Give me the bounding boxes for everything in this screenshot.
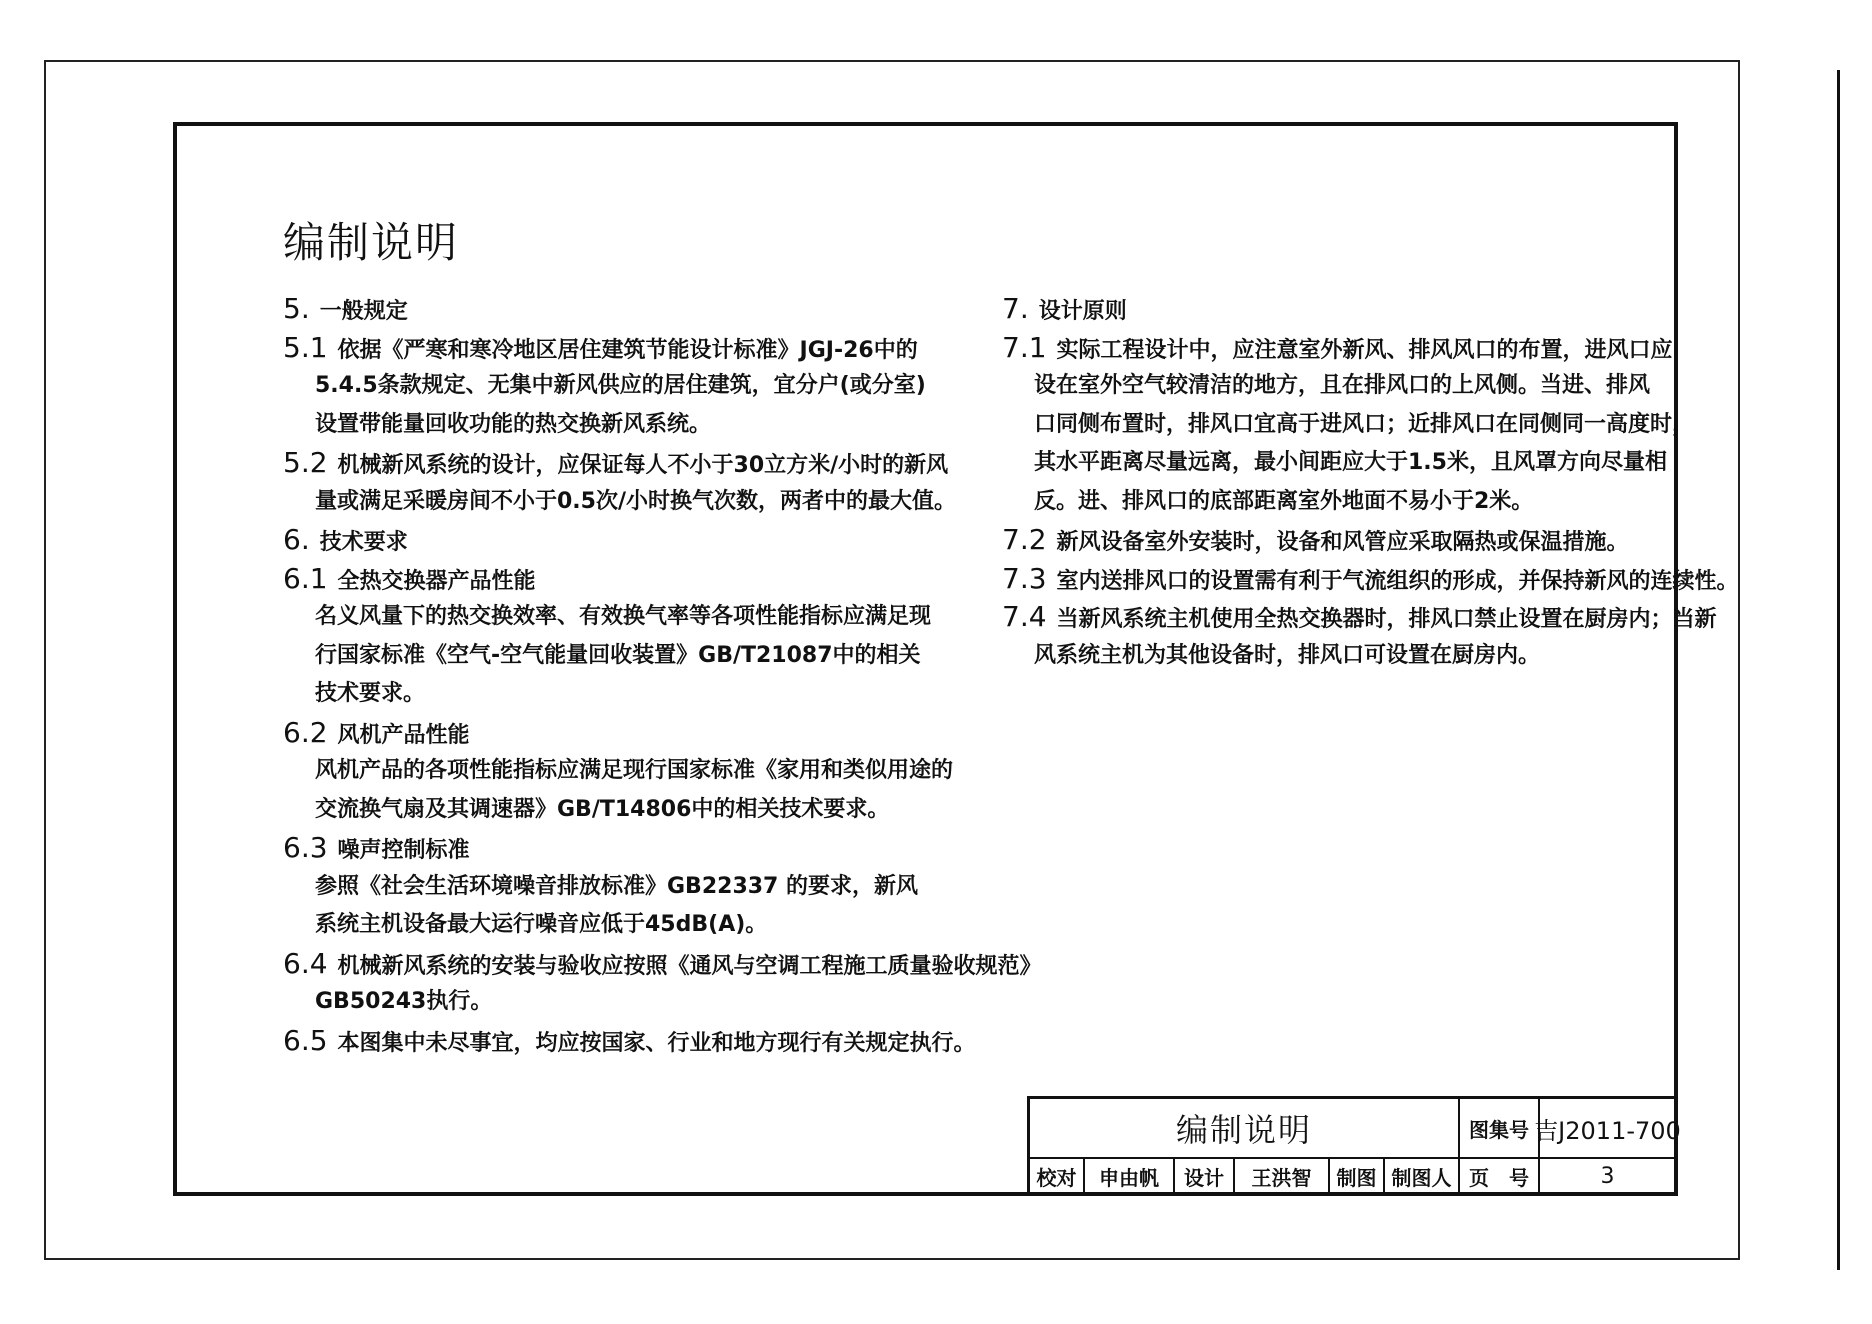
clause-text: 口同侧布置时，排风口宜高于进风口；近排风口在同侧同一高度时， <box>1034 411 1695 437</box>
text-line <box>283 868 983 907</box>
clause-number: 7.1 <box>1002 330 1047 364</box>
text-line <box>1002 444 1667 483</box>
check-name: 申由帆 <box>1085 1157 1175 1195</box>
text-line <box>1002 290 1642 329</box>
atlas-label: 图集号 <box>1460 1099 1540 1157</box>
text-line <box>283 483 983 522</box>
text-line <box>1002 406 1695 445</box>
clause-text: 设在室外空气较清洁的地方，且在排风口的上风侧。当进、排风 <box>1034 373 1651 398</box>
page-number: 3 <box>1600 1163 1615 1189</box>
clause-text: 交流换气扇及其调速器》GB/T14806中的相关技术要求。 <box>315 796 890 822</box>
draw-label: 制图 <box>1330 1157 1385 1195</box>
text-line <box>283 714 983 753</box>
clause-text: 风机产品性能 <box>337 722 470 748</box>
text-line <box>1002 483 1642 522</box>
clause-number: 7.2 <box>1002 523 1047 556</box>
clause-number: 5. <box>283 292 310 325</box>
clause-text: 设计原则 <box>1038 299 1127 324</box>
clause-number: 6.1 <box>283 561 328 595</box>
clause-number: 6.3 <box>283 831 328 864</box>
clause-number: 7.4 <box>1002 600 1047 633</box>
clause-text: 风机产品的各项性能指标应满足现行国家标准《家用和类似用途的 <box>315 758 954 783</box>
clause-text: 噪声控制标准 <box>337 838 470 863</box>
clause-text: 一般规定 <box>319 299 408 324</box>
text-line <box>1002 560 1739 599</box>
clause-number: 6. <box>283 523 310 556</box>
clause-text: 新风设备室外安装时，设备和风管应采取隔热或保温措施。 <box>1056 530 1629 555</box>
text-line <box>283 983 983 1022</box>
text-line <box>1002 598 1717 637</box>
clause-text: 量或满足采暖房间不小于0.5次/小时换气次数，两者中的最大值。 <box>315 488 957 514</box>
text-line <box>1002 521 1642 560</box>
draw-name: 制图人 <box>1385 1157 1460 1195</box>
text-line <box>283 752 983 791</box>
right-column <box>1002 290 1739 675</box>
text-line <box>283 329 983 368</box>
text-line <box>283 598 983 637</box>
clause-text: 名义风量下的热交换效率、有效换气率等各项性能指标应满足现 <box>315 604 932 629</box>
text-line <box>283 290 983 329</box>
design-label: 设计 <box>1175 1157 1235 1195</box>
clause-number: 6.4 <box>283 946 328 980</box>
clause-text: 技术要求 <box>319 530 408 555</box>
page-label: 页 号 <box>1460 1157 1540 1195</box>
clause-text: 其水平距离尽量远离，最小间距应大于1.5米，且风罩方向尽量相 <box>1034 450 1667 475</box>
text-line <box>1002 329 1673 368</box>
clause-text: 设置带能量回收功能的热交换新风系统。 <box>315 411 712 437</box>
text-line <box>283 945 1042 984</box>
check-label: 校对 <box>1030 1157 1085 1195</box>
title-block-top-row <box>1030 1099 1681 1159</box>
atlas-number: 吉J2011-700 <box>1534 1116 1681 1145</box>
clause-number: 7.3 <box>1002 561 1047 595</box>
title-block-bottom-row <box>1030 1157 1675 1195</box>
text-line <box>283 444 983 483</box>
text-line <box>283 637 983 676</box>
clause-text: 行国家标准《空气-空气能量回收装置》GB/T21087中的相关 <box>315 642 921 668</box>
clause-text: 实际工程设计中，应注意室外新风、排风风口的布置，进风口应 <box>1056 337 1673 363</box>
text-line <box>283 675 983 714</box>
clause-text: 本图集中未尽事宜，均应按国家、行业和地方现行有关规定执行。 <box>337 1030 976 1056</box>
clause-text: 机械新风系统的设计，应保证每人不小于30立方米/小时的新风 <box>337 453 949 478</box>
text-line <box>283 367 983 406</box>
clause-number: 6.2 <box>283 715 328 749</box>
clause-text: 机械新风系统的安装与验收应按照《通风与空调工程施工质量验收规范》 <box>337 953 1042 979</box>
text-line <box>1002 367 1651 406</box>
text-line <box>283 521 983 560</box>
design-name: 王洪智 <box>1235 1157 1330 1195</box>
clause-number: 5.1 <box>283 330 328 364</box>
text-line <box>283 829 983 868</box>
document-title: 编制说明 <box>283 218 460 267</box>
text-line <box>1002 637 1642 676</box>
clause-text: 5.4.5条款规定、无集中新风供应的居住建筑，宜分户(或分室) <box>315 373 926 398</box>
clause-text: 室内送排风口的设置需有利于气流组织的形成，并保持新风的连续性。 <box>1056 568 1739 594</box>
text-line <box>283 791 983 830</box>
clause-text: 风系统主机为其他设备时，排风口可设置在厨房内。 <box>1034 642 1541 668</box>
title-block <box>1027 1096 1681 1192</box>
text-line <box>283 906 983 945</box>
clause-number: 7. <box>1002 292 1029 325</box>
title-block-title: 编制说明 <box>1030 1099 1460 1157</box>
clause-text: 技术要求。 <box>315 681 426 706</box>
clause-text: 参照《社会生活环境噪音排放标准》GB22337 的要求，新风 <box>315 873 919 899</box>
clause-text: GB50243执行。 <box>315 989 493 1014</box>
text-line <box>283 560 983 599</box>
clause-text: 依据《严寒和寒冷地区居住建筑节能设计标准》JGJ-26中的 <box>337 337 918 363</box>
text-line <box>283 1022 983 1061</box>
clause-text: 全热交换器产品性能 <box>337 568 536 594</box>
clause-text: 当新风系统主机使用全热交换器时，排风口禁止设置在厨房内；当新 <box>1056 607 1717 632</box>
clause-text: 反。进、排风口的底部距离室外地面不易小于2米。 <box>1034 488 1534 514</box>
edge-line <box>1837 70 1840 1270</box>
text-line <box>283 406 983 445</box>
clause-number: 6.5 <box>283 1023 328 1057</box>
clause-text: 系统主机设备最大运行噪音应低于45dB(A)。 <box>315 912 768 937</box>
clause-number: 5.2 <box>283 446 328 479</box>
